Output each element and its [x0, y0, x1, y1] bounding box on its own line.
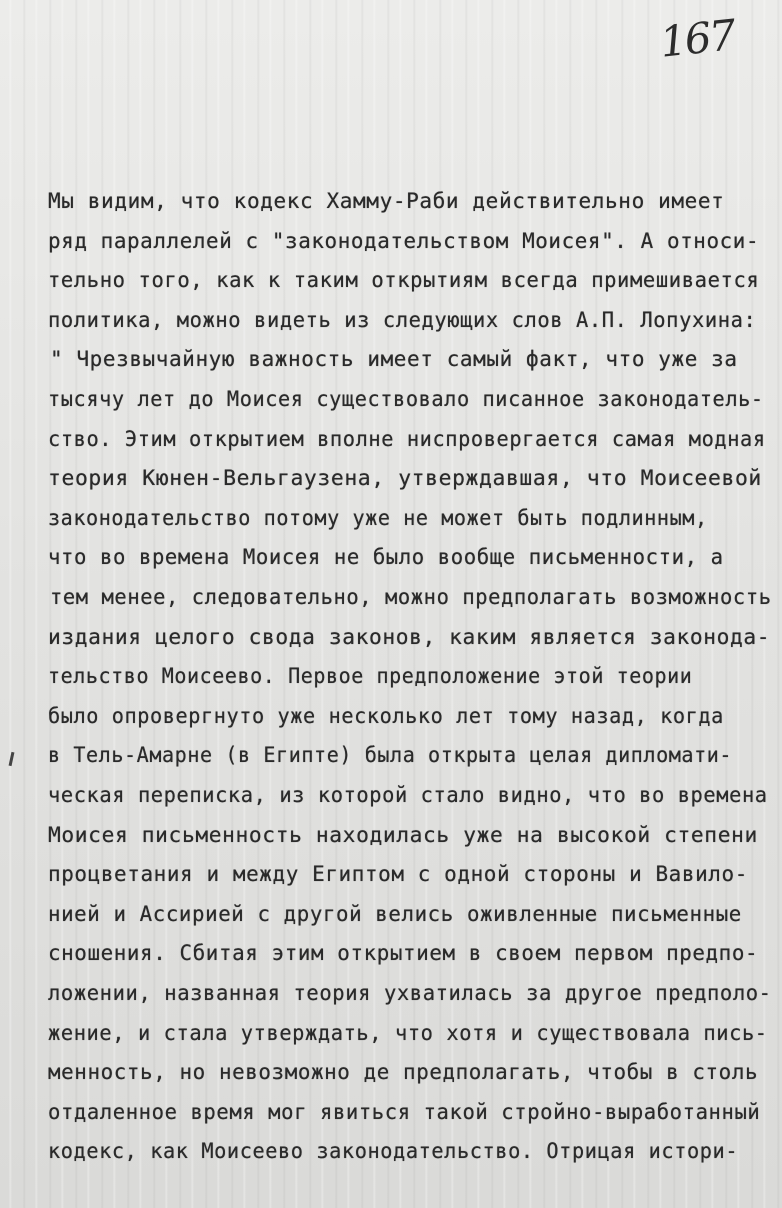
text-line: менность, но невозможно де предполагать, чтобы в столь: [48, 1060, 759, 1084]
text-line: отдаленное время мог явиться такой стройно-выработанный: [48, 1100, 761, 1124]
text-line: нией и Ассирией с другой велись оживленные письменные: [48, 902, 742, 926]
page-number-handwritten: 167: [657, 10, 737, 67]
text-line: Моисея письменность находилась уже на высокой степени: [48, 823, 758, 847]
text-line: жение, и стала утверждать, что хотя и существовала пись-: [48, 1021, 768, 1045]
text-line: тысячу лет до Моисея существовало писанное законодатель-: [48, 387, 764, 411]
text-line: в Тель-Амарне (в Египте) была открыта целая дипломати-: [48, 743, 733, 767]
text-line: сношения. Сбитая этим открытием в своем первом предпо-: [48, 941, 759, 965]
text-line: ческая переписка, из которой стало видно, что во времена: [48, 783, 768, 807]
text-line: Мы видим, что кодекс Хамму-Раби действительно имеет: [48, 189, 725, 213]
text-line: теория Кюнен-Вельгаузена, утверждавшая, что Моисеевой: [48, 466, 762, 490]
text-line: процветания и между Египтом с одной стороны и Вавило-: [48, 862, 748, 886]
text-line: ряд параллелей с "законодательством Моисея". А относи-: [48, 229, 760, 253]
text-line: что во времена Моисея не было вообще письменности, а: [48, 545, 724, 569]
text-line: законодательство потому уже не может быть подлинным,: [48, 506, 708, 530]
text-line: " Чрезвычайную важность имеет самый факт, что уже за: [50, 347, 738, 371]
text-line: политика, можно видеть из следующих слов А.П. Лопухина:: [48, 308, 757, 332]
text-line: было опровергнуто уже несколько лет тому назад, когда: [48, 704, 724, 728]
text-line: кодекс, как Моисеево законодательство. Отрицая истори-: [48, 1139, 739, 1163]
text-line: ство. Этим открытием вполне ниспровергается самая модная: [48, 427, 766, 451]
text-line: тельно того, как к таким открытиям всегда примешивается: [48, 268, 760, 292]
text-line: издания целого свода законов, каким является законода-: [48, 625, 771, 649]
text-line: тельство Моисеево. Первое предположение этой теории: [48, 664, 693, 688]
text-line: тем менее, следовательно, можно предполагать возможность: [50, 585, 772, 609]
text-line: ложении, названная теория ухватилась за другое предполо-: [48, 981, 772, 1005]
